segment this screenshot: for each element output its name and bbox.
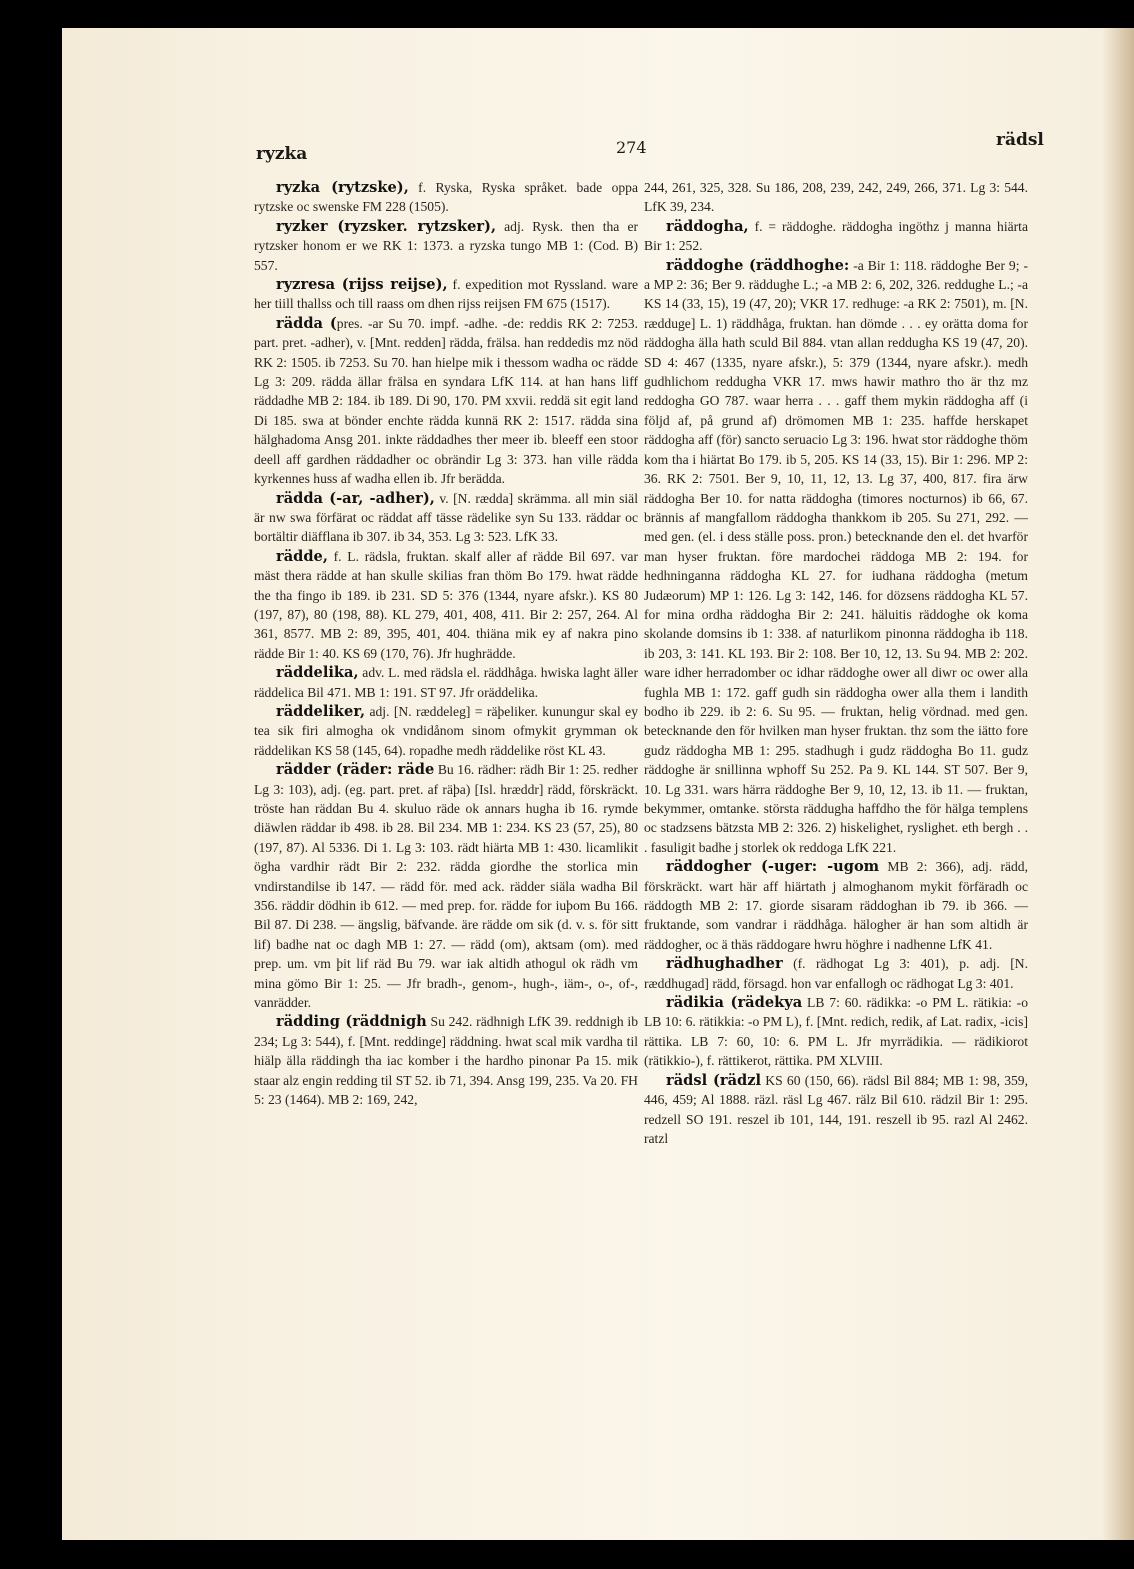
entry-definition: Bu 16. rädher: rädh Bir 1: 25. redher Lg 3: 103), adj. (eg. part. pret. af räþa) [Isl. hræddr] rädd, förskräckt. tröste han räddan Bu 4. skuluo räde ok annars hugha ib 16. rymde diäwlen räddar ib 498. ib 28. Bil 234. MB 1: 234. KS 23 (57, 25), 80 (197, 87). Al 5336. Di 1. Lg 3: 103. rädt hiärta MB 1: 430. licamlikit ögha vardhir rädt Bir 2: 232. rädda giordhe the storlica min vndirstandilse ib 147. — rädd för. med ack. rädder siäla wadha Bil 356. räddir dödhin ib 612. — med prep. for. rädde for iuþom Bu 166. Bil 87. Di 238. — ängslig, bäfvande. äre rädde om sik (d. v. s. för sitt lif) badhe nat oc dagh MB 1: 27. — rädd (om), aktsam (om). med prep. um. vm þit lif räd Bu 79. war iak altidh athogul ok rädh vm mina gömo Bir 1: 25. — Jfr bradh-, genom-, hugh-, iäm-, o-, of-, vanrädder. [254, 762, 638, 1011]
dictionary-entry [644, 256, 1028, 858]
headword: räddogha, [666, 217, 749, 235]
entry-definition: f. Ryska, Ryska språket. bade oppa rytzske oc swenske FM 228 (1505). [254, 180, 638, 215]
dictionary-entry [254, 489, 638, 547]
headword: räddoghe (räddhoghe: [666, 256, 850, 274]
headword: ryzker (ryzsker. rytzsker), [276, 217, 497, 235]
dictionary-entry [254, 178, 638, 217]
entry-definition: adv. L. med rädsla el. räddhåga. hwiska laght äller räddelica Bil 471. MB 1: 191. ST 97. Jfr oräddelika. [254, 665, 638, 700]
dictionary-entry [254, 275, 638, 314]
entry-definition: v. [N. rædda] skrämma. all min siäl är nw swa förfärat oc räddat aff tässe rädelike syn Su 133. räddar oc bortältir diäfflana ib 307. ib 34, 353. Lg 3: 523. LfK 33. [254, 490, 638, 545]
headword: rädhughadher [666, 955, 783, 973]
entry-definition: LB 7: 60. rädikka: -o PM L. rätikia: -o LB 10: 6. rätikkia: -o PM L), f. [Mnt. redich, redik, af Lat. radix, -icis] rättika. LB 7: 60, 10: 6. PM L. Jfr myrrädikia. — rädikiorot (rätikkio-), f. rättikerot, rättika. PM XLVIII. [644, 995, 1029, 1069]
dictionary-entry [644, 217, 1028, 256]
left-guideword: ryzka [256, 144, 308, 164]
headword: rädde, [276, 547, 328, 565]
entry-definition: adj. [N. ræddeleg] = räþeliker. kunungur skal ey tea sik firi almogha ok vndidånom sinom ofmykit grymman ok räddelikan KS 58 (145, 64). ropadhe medh räddelike röst KL 43. [254, 703, 638, 758]
headword: rädda (-ar, -adher), [276, 489, 435, 507]
dictionary-entry [254, 547, 638, 663]
headword: rädding (räddnigh [276, 1013, 427, 1031]
right-guideword: rädsl [996, 130, 1044, 150]
dictionary-entry [254, 314, 638, 489]
headword: rädda ( [276, 314, 337, 332]
dictionary-entry [254, 663, 638, 702]
headword: räddelika, [276, 664, 359, 682]
entry-definition: MB 2: 366), adj. rädd, förskräckt. wart här aff hiärtath j almoghanom mykit förfäradh oc räddogth MB 2: 17. giorde sisaram räddoghan ib 79. ib 366. — fruktande, som vandrar i räddhåga. hälogher är han som altidh är räddogher, oc ä thäs räddogare hwru höghre i nadhenne LfK 41. [644, 859, 1028, 952]
dictionary-entry [644, 1071, 1028, 1149]
dictionary-entry [644, 993, 1028, 1071]
dictionary-entry [254, 1012, 638, 1109]
continuation-text: 244, 261, 325, 328. Su 186, 208, 239, 242, 249, 266, 371. Lg 3: 544. LfK 39, 234. [644, 180, 1028, 215]
dictionary-entry [254, 702, 638, 760]
dictionary-entry [254, 760, 638, 1012]
entry-definition: adj. Rysk. then tha er rytzsker honom er we RK 1: 1373. a ryzska tungo MB 1: (Cod. B) 557. [254, 218, 638, 273]
headword: ryzresa (rijss reijse), [276, 276, 448, 294]
entry-definition: pres. -ar Su 70. impf. -adhe. -de: reddis RK 2: 7253. part. pret. -adher), v. [Mnt. redden] rädda, frälsa. han reddedis mz nöd RK 2: 1505. ib 7253. Su 70. han hielpe mik i thessom wadha oc rädde Lg 3: 209. rädda ällar frälsa en syndara LfK 114. at han hans liff räddadhe MB 2: 184. ib 189. Di 90, 170. PM xxvii. reddä sit egit land Di 185. swa at bönder enchte rädda kunnä RK 2: 1517. rädda sina hälghadoma Ansg 201. inkte räddadhes ther meer ib. bleeff een stoor deell aff gardhen räddadher oc obrändir Lg 3: 373. han ville rädda kyrkennes huss af wadha ellen ib. Jfr berädda. [254, 315, 638, 487]
entry-definition: f. L. rädsla, fruktan. skalf aller af rädde Bil 697. var mäst thera rädde at han skulle skilias fran thöm Bo 179. hwat rädde the tha fingo ib 189. ib 231. SD 5: 376 (1344, nyare afskr.). KS 80 (197, 87), 80 (198, 88). KL 279, 401, 408, 411. Bir 2: 257, 264. Al 361, 8577. MB 2: 89, 395, 401, 404. thiäna mik ey af nakra pino rädde Bir 1: 40. KS 69 (170, 76). Jfr hughrädde. [254, 548, 638, 661]
page-number: 274 [616, 138, 647, 157]
entry-definition: KS 60 (150, 66). rädsl Bil 884; MB 1: 98, 359, 446, 459; Al 1888. räzl. räsl Lg 467. rälz Bil 610. rädzil Bir 1: 295. redzell SO 191. reszel ib 101, 144, 191. reszell ib 95. razl Al 2462. ratzl [644, 1072, 1028, 1146]
headword: räddeliker, [276, 702, 366, 720]
headword: räddogher (-uger: -ugom [666, 858, 880, 876]
headword: rädikia (rädekya [666, 994, 803, 1012]
dictionary-entry [644, 857, 1028, 954]
entry-definition: f. expedition mot Ryssland. ware her tiill thallss och till raass om dhen rijss reijsen FM 675 (1517). [254, 277, 639, 312]
headword: rädsl (rädzl [666, 1071, 762, 1089]
entry-definition: (f. rädhogat Lg 3: 401), p. adj. [N. ræddhugad] rädd, försagd. hon var enfallogh oc rädhogat Lg 3: 401. [644, 956, 1028, 991]
dictionary-entry [644, 954, 1028, 993]
dictionary-entry [254, 217, 638, 275]
entry-definition: -a Bir 1: 118. räddoghe Ber 9; -a MP 2: 36; Ber 9. räddughe L.; -a MB 2: 6, 202, 326. reddughe L.; -a KS 14 (33, 15), 19 (47, 20); VKR 17. redhuge: -a RK 2: 7501), m. [N. rædduge] L. 1) räddhåga, fruktan. han dömde . . . ey orätta doma for räddogha älla hath sculd Bil 884. vtan allan reddugha KS 19 (47, 20). SD 4: 467 (1335, nyare afskr.), 5: 379 (1344, nyare afskr.). medh gudhlichom reddugha VKR 17. mws hawir mathro tho är thz mz reddogha GO 787. waar herra . . . gaff them mykin räddogha aff (i följd af, på grund af) drömomen MB 1: 235. haffde herskapet räddogha aff (för) sancto seruacio Lg 3: 196. hwat stor räddoghe thöm kom tha i hiärtat Bo 179. ib 5, 205. KS 14 (33, 15). Bir 1: 296. MP 2: 36. RK 2: 7501. Ber 9, 10, 11, 12, 13. Lg 37, 400, 817. fira ärw räddogha Ber 10. for natta räddogha (timores nocturnos) ib 66, 67. brännis af mangfallom räddogha thankkom ib 205. Su 271, 292. — med gen. (el. i dess ställe poss. pron.) betecknande den el. det hvarför man hyser fruktan. före mardochei räddoga MB 2: 194. for hedhninganna räddogha KL 27. for iudhana räddogha (metum Judæorum) MP 1: 126. Lg 3: 142, 146. for dözsens räddogha KL 57. for mina ordha räddogha Bir 2: 241. häluitis räddoghe ok koma skolande domsins ib 1: 338. af naturlikom pinonna räddogha ib 118. ib 203, 3: 141. KL 193. Bir 2: 108. Ber 10, 12, 13. Su 94. MB 2: 202. ware idher herradomber oc idhar räddoghe ower all diwr oc ower alla fughla MB 1: 172. gaff gudh sin räddogha ower alla them i landith bodho ib 229. ib 2: 6. Su 95. — fruktan, helig vördnad. med gen. betecknande den för hvilken man hyser fruktan. thz som the iätto fore gudz räddogha MB 1: 295. stadhugh i gudz räddogha Bo 11. gudz räddoghe är snillinna wphoff Su 252. Pa 9. KL 144. ST 507. Ber 9, 10. Lg 331. wars härra räddoghe Ber 9, 10, 12, 13. ib 11. — fruktan, bekymmer, omtanke. största räddugha haffdho the för hälga templens oc stadzsens bätzsta MB 2: 326. 2) hiskelighet, ryslighet. eth bergh . . . fasuligit badhe j storlek ok reddoga LfK 221. [644, 257, 1028, 855]
headword: rädder (räder: räde [276, 761, 435, 779]
entry-definition: f. = räddoghe. räddogha ingöthz j manna hiärta Bir 1: 252. [644, 218, 1028, 254]
left-column [254, 178, 638, 1110]
headword: ryzka (rytzske), [276, 179, 409, 196]
right-column [644, 178, 1028, 1148]
entry-definition: Su 242. rädhnigh LfK 39. reddnigh ib 234; Lg 3: 544), f. [Mnt. reddinge] räddning. hwat scal mik vardha til hiälp älla räddingh tha iac komber i the hardho pinonar Pa 15. mik staar alz engin redding til ST 52. ib 71, 394. Ansg 199, 235. Va 20. FH 5: 23 (1464). MB 2: 169, 242, [254, 1014, 639, 1108]
